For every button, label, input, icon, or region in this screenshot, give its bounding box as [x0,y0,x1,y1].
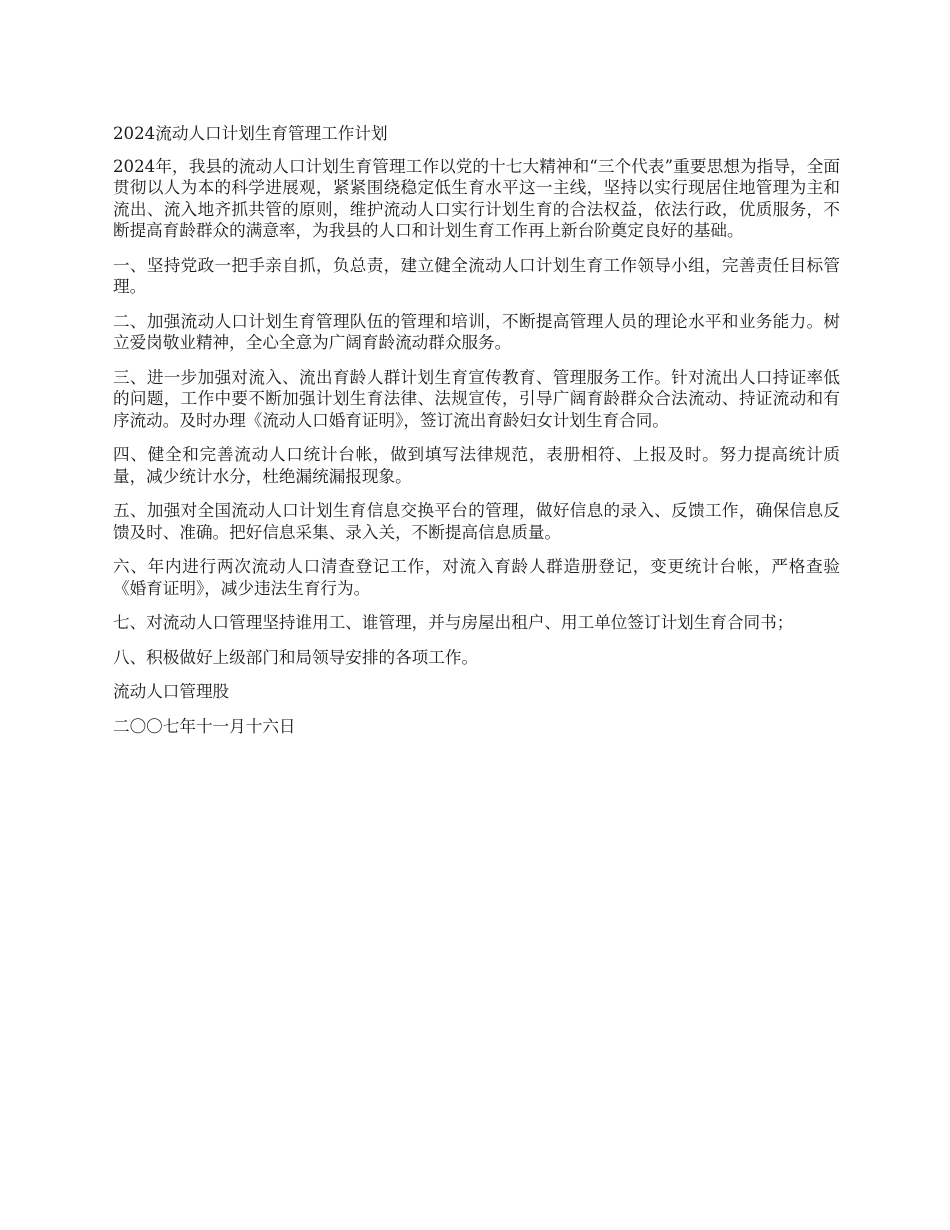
document-title: 2024流动人口计划生育管理工作计划 [113,124,388,143]
paragraph-item-6: 六、年内进行两次流动人口清查登记工作，对流入育龄人群造册登记，变更统计台帐，严格查验《婚育证明》，减少违法生育行为。 [113,557,840,598]
department-signature: 流动人口管理股 [113,682,230,701]
document-page [113,123,840,750]
paragraph-item-1: 一、坚持党政一把手亲自抓，负总责，建立健全流动人口计划生育工作领导小组，完善责任目标管理。 [113,255,840,296]
document-date: 二〇〇七年十一月十六日 [113,716,296,736]
paragraph-item-5: 五、加强对全国流动人口计划生育信息交换平台的管理，做好信息的录入、反馈工作，确保信息反馈及时、准确。把好信息采集、录入关，不断提高信息质量。 [113,501,840,542]
paragraph-item-2: 二、加强流动人口计划生育管理队伍的管理和培训，不断提高管理人员的理论水平和业务能力。树立爱岗敬业精神，全心全意为广阔育龄流动群众服务。 [113,311,840,352]
paragraph-item-8: 八、积极做好上级部门和局领导安排的各项工作。 [113,647,479,667]
paragraph-item-3: 三、进一步加强对流入、流出育龄人群计划生育宣传教育、管理服务工作。针对流出人口持证率低的问题，工作中要不断加强计划生育法律、法规宣传，引导广阔育龄群众合法流动、持证流动和有序流动。及时办理《流动人口婚育证明》，签订流出育龄妇女计划生育合同。 [113,367,840,430]
paragraph-intro: 2024年，我县的流动人口计划生育管理工作以党的十七大精神和“三个代表”重要思想为指导，全面贯彻以人为本的科学进展观，紧紧围绕稳定低生育水平这一主线，坚持以实行现居住地管理为主和流出、流入地齐抓共管的原则，维护流动人口实行计划生育的合法权益，依法行政，优质服务，不断提高育龄群众的满意率，为我县的人口和计划生育工作再上新台阶奠定良好的基础。 [113,156,840,240]
paragraph-item-4: 四、健全和完善流动人口统计台帐，做到填写法律规范，表册相符、上报及时。努力提高统计质量，减少统计水分，杜绝漏统漏报现象。 [113,445,840,486]
paragraph-item-7: 七、对流动人口管理坚持谁用工、谁管理，并与房屋出租户、用工单位签订计划生育合同书； [113,613,794,632]
